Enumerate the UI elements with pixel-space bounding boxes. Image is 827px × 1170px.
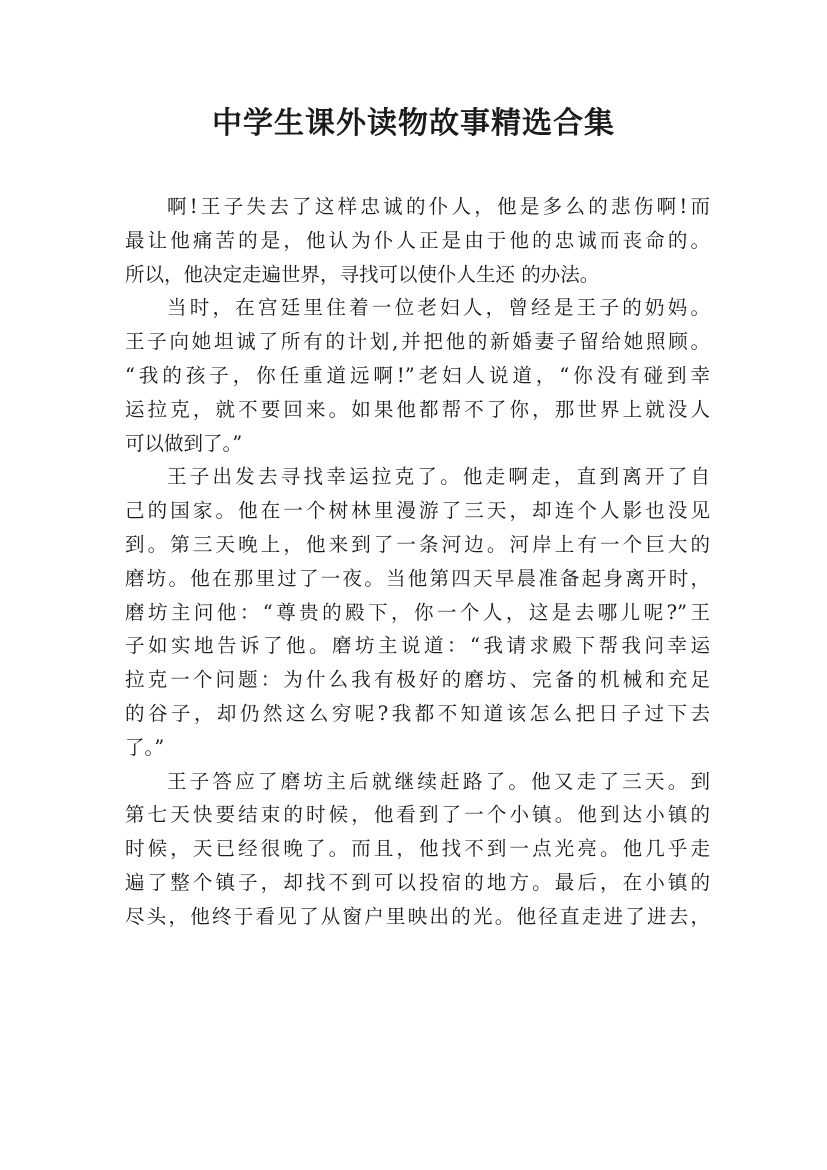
document-title: 中学生课外读物故事精选合集: [212, 106, 615, 141]
text-line: 尽头，他终于看见了从窗户里映出的光。他径直走进了进去，: [125, 904, 710, 928]
text-line: 己的国家。他在一个树林里漫游了三天，却连个人影也没见: [125, 499, 710, 523]
text-line: 可以做到了。”: [125, 431, 243, 455]
text-line: 了。”: [125, 735, 165, 759]
text-line: 王子向她坦诚了所有的计划,并把他的新婚妻子留给她照顾。: [125, 330, 710, 354]
text-line: 运拉克，就不要回来。如果他都帮不了你，那世界上就没人: [125, 397, 710, 421]
text-line: 的谷子，却仍然这么穷呢?我都不知道该怎么把日子过下去: [125, 701, 710, 725]
text-line: 磨坊主问他：“尊贵的殿下，你一个人，这是去哪儿呢?”王: [125, 600, 710, 624]
text-line: 王子答应了磨坊主后就继续赶路了。他又走了三天。到: [167, 769, 710, 793]
text-line: 王子出发去寻找幸运拉克了。他走啊走，直到离开了自: [167, 465, 710, 489]
text-line: 拉克一个问题：为什么我有极好的磨坊、完备的机械和充足: [125, 668, 710, 692]
text-line: 所以，他决定走遍世界，寻找可以使仆人生还 的办法。: [125, 262, 600, 286]
text-line: 啊!王子失去了这样忠诚的仆人，他是多么的悲伤啊!而: [167, 195, 710, 218]
paragraph: [125, 190, 710, 291]
text-line: 遍了整个镇子，却找不到可以投宿的地方。最后，在小镇的: [125, 870, 710, 894]
text-line: 当时，在宫廷里住着一位老妇人，曾经是王子的奶妈。: [167, 296, 710, 320]
paragraph: [125, 291, 710, 460]
paragraph: [125, 460, 710, 764]
paragraph: [125, 765, 710, 934]
text-line: 时候，天已经很晚了。而且，他找不到一点光亮。他几乎走: [125, 837, 710, 861]
text-line: “我的孩子，你任重道远啊!”老妇人说道，“你没有碰到幸: [125, 363, 710, 387]
document-body: [125, 190, 710, 934]
text-line: 最让他痛苦的是，他认为仆人正是由于他的忠诚而丧命的。: [125, 228, 710, 252]
text-line: 子如实地告诉了他。磨坊主说道：“我请求殿下帮我问幸运: [125, 634, 710, 658]
text-line: 磨坊。他在那里过了一夜。当他第四天早晨准备起身离开时，: [125, 566, 710, 590]
text-line: 到。第三天晚上，他来到了一条河边。河岸上有一个巨大的: [125, 532, 710, 556]
text-line: 第七天快要结束的时候，他看到了一个小镇。他到达小镇的: [125, 803, 710, 827]
